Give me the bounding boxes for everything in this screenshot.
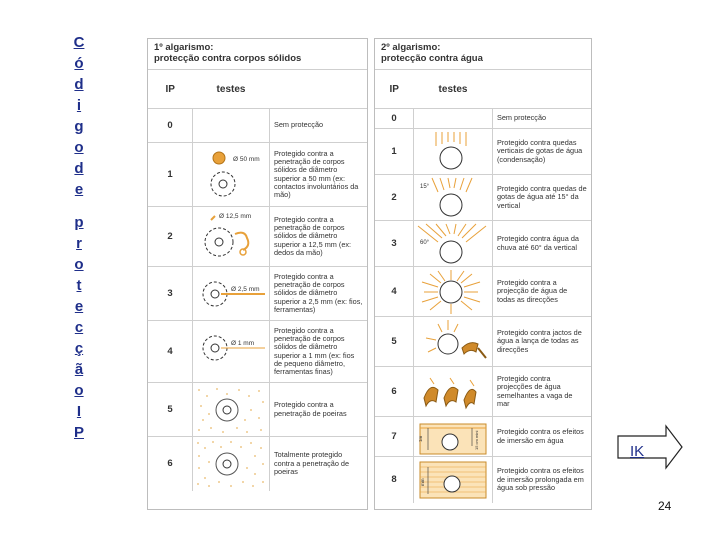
test-illustration (193, 267, 270, 321)
ip-description: Protegido contra água da chuva até 60° da vertical (493, 221, 592, 267)
title-letter[interactable]: I (76, 403, 82, 420)
test-illustration (414, 457, 493, 503)
table-row (148, 267, 367, 321)
solids-title-line1: 1º algarismo: (154, 42, 214, 53)
test-illustration (193, 143, 270, 207)
ip-code: 6 (148, 437, 193, 491)
test-illustration (414, 267, 493, 317)
table-row (148, 109, 367, 143)
dust-icon (193, 384, 269, 436)
ip-code: 2 (375, 175, 414, 221)
title-letter[interactable]: o (74, 139, 84, 156)
table-header-row (375, 70, 591, 109)
ip-code: 0 (148, 109, 193, 143)
drops-15deg-icon (414, 176, 492, 220)
table-row (375, 129, 591, 175)
title-letter[interactable]: g (74, 118, 84, 135)
title-letter[interactable]: c (74, 319, 84, 336)
solids-table (148, 69, 367, 491)
ip-description: Totalmente protegido contra a penetração de poeiras (270, 437, 368, 491)
test-angle-label: 15° (420, 183, 430, 190)
ip-description: Protegido contra a penetração de corpos sólidos de diâmetro superior a 12,5 mm (ex: dedos da mão) (270, 207, 368, 267)
wire-probe-icon (193, 322, 269, 382)
ip-description: Protegido contra quedas verticais de gotas de água (condensação) (493, 129, 592, 175)
test-size-label: Ø 50 mm (233, 155, 260, 163)
test-illustration (414, 175, 493, 221)
test-illustration (193, 321, 270, 383)
test-illustration (414, 367, 493, 417)
col-ip-header: IP (375, 70, 414, 109)
ip-description: Sem protecção (493, 109, 592, 129)
title-letter[interactable]: d (74, 76, 84, 93)
next-arrow-icon[interactable] (616, 424, 686, 470)
ip-code: 4 (148, 321, 193, 383)
page-number: 24 (658, 499, 672, 513)
immersion-min-label: 15 cm mini (474, 430, 479, 450)
finger-probe-icon (193, 208, 269, 266)
water-jets-icon (414, 318, 492, 366)
title-letter[interactable]: P (73, 424, 84, 441)
test-illustration (414, 317, 493, 367)
ip-code: 2 (148, 207, 193, 267)
test-illustration (193, 383, 270, 437)
solids-table-panel (147, 38, 368, 510)
title-letter[interactable]: r (76, 235, 82, 252)
table-row (148, 437, 367, 491)
title-letter[interactable]: p (74, 214, 84, 231)
water-panel-title (375, 39, 591, 67)
ip-code: 0 (375, 109, 414, 129)
solids-panel-title (148, 39, 367, 67)
ip-description: Protegido contra a penetração de poeiras (270, 383, 368, 437)
ip-code: 5 (148, 383, 193, 437)
title-letter[interactable]: C (73, 34, 85, 51)
powerful-jets-icon (414, 368, 492, 416)
table-row (375, 109, 591, 129)
rod-probe-icon (193, 268, 269, 320)
title-letter[interactable]: o (74, 256, 84, 273)
test-size-label: Ø 1 mm (231, 339, 255, 347)
title-letter[interactable]: o (74, 382, 84, 399)
ip-description: Protegido contra os efeitos de imersão em água (493, 417, 592, 457)
test-illustration (414, 109, 493, 129)
title-letter[interactable]: i (76, 97, 82, 114)
vertical-drops-icon (414, 130, 492, 174)
test-size-label: Ø 2,5 mm (231, 285, 260, 293)
table-row (148, 321, 367, 383)
ip-code: 3 (375, 221, 414, 267)
ip-description: Protegido contra a projecção de água de todas as direcções (493, 267, 592, 317)
table-row (375, 267, 591, 317)
ip-description: Protegido contra projecções de água semelhantes a vaga de mar (493, 367, 592, 417)
ip-code: 8 (375, 457, 414, 503)
immersion-icon (414, 418, 492, 456)
next-link-ik[interactable]: IK (630, 443, 645, 460)
test-illustration (193, 109, 270, 143)
ip-description: Protegido contra a penetração de corpos sólidos de diâmetro superior a 1 mm (ex: fios de pequeno diâmetro, ferramentas finas) (270, 321, 368, 383)
title-letter[interactable]: e (74, 298, 84, 315)
title-letter[interactable]: ó (74, 55, 84, 72)
title-letter[interactable]: ã (74, 361, 84, 378)
table-row (375, 317, 591, 367)
title-letter[interactable]: t (76, 277, 82, 294)
test-illustration (193, 437, 270, 491)
col-desc-header (493, 70, 592, 109)
dust-tight-icon (193, 438, 269, 490)
table-row (375, 367, 591, 417)
table-row (375, 175, 591, 221)
test-illustration (193, 207, 270, 267)
title-letter[interactable]: d (74, 160, 84, 177)
water-title-line1: 2º algarismo: (381, 42, 441, 53)
test-size-label: Ø 12,5 mm (219, 212, 252, 220)
ip-description: Protegido contra jactos de água a lança de todas as direcções (493, 317, 592, 367)
col-desc-header (270, 70, 368, 109)
ip-code: 6 (375, 367, 414, 417)
water-title-line2: protecção contra água (381, 53, 483, 64)
ip-description: Protegido contra quedas de gotas de água até 15° da vertical (493, 175, 592, 221)
col-tests-header: testes (414, 70, 493, 109)
ip-code: 7 (375, 417, 414, 457)
water-table-panel (374, 38, 592, 510)
col-tests-header: testes (193, 70, 270, 109)
vertical-title[interactable] (72, 32, 86, 443)
test-angle-label: 60° (420, 239, 430, 246)
ip-description: Protegido contra a penetração de corpos sólidos de diâmetro superior a 2,5 mm (ex: fios, ferramentas) (270, 267, 368, 321)
table-row (148, 383, 367, 437)
ip-code: 1 (375, 129, 414, 175)
table-header-row (148, 70, 367, 109)
solids-title-line2: protecção contra corpos sólidos (154, 53, 302, 64)
rain-60deg-icon (414, 222, 492, 266)
sphere-50mm-icon (193, 144, 269, 206)
table-row (375, 457, 591, 503)
test-illustration (414, 129, 493, 175)
splash-all-directions-icon (414, 268, 492, 316)
table-row (375, 417, 591, 457)
water-table (375, 69, 591, 503)
ip-code: 5 (375, 317, 414, 367)
test-illustration (414, 221, 493, 267)
prolonged-immersion-icon (414, 458, 492, 502)
ip-description: Protegido contra a penetração de corpos sólidos de diâmetro superior a 50 mm (ex: contactos involuntários da mão) (270, 143, 368, 207)
ip-code: 3 (148, 267, 193, 321)
title-letter[interactable]: ç (74, 340, 84, 357)
immersion-depth-label: 1m (418, 435, 423, 442)
ip-code: 1 (148, 143, 193, 207)
ip-description: Protegido contra os efeitos de imersão prolongada em água sob pressão (493, 457, 592, 503)
col-ip-header: IP (148, 70, 193, 109)
table-row (148, 207, 367, 267)
test-illustration (414, 417, 493, 457)
table-row (375, 221, 591, 267)
immersion-depth-label: mm (420, 478, 425, 486)
ip-description: Sem protecção (270, 109, 368, 143)
ip-code: 4 (375, 267, 414, 317)
table-row (148, 143, 367, 207)
title-letter[interactable]: e (74, 181, 84, 198)
